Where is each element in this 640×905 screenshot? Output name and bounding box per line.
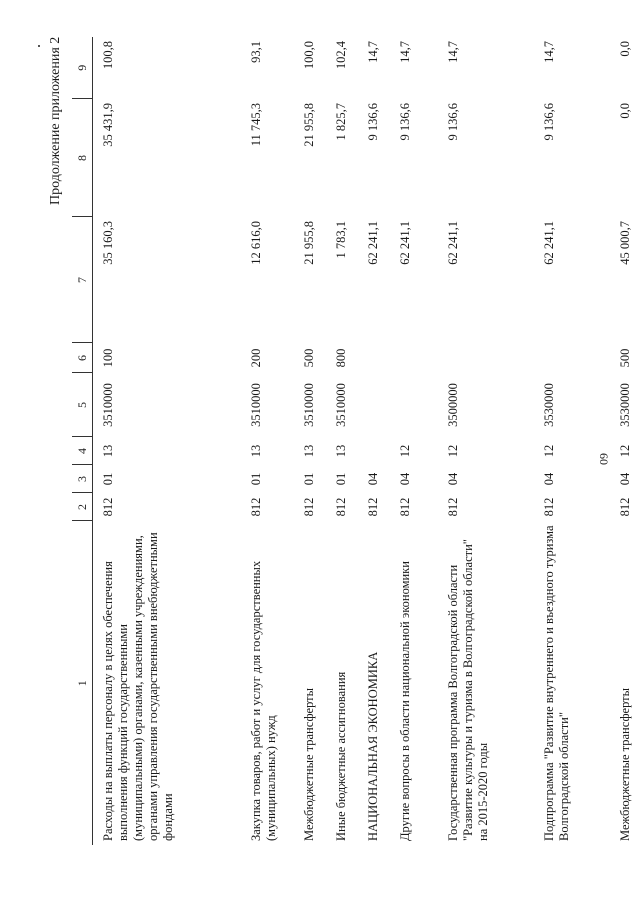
cell-percent: 14,7 — [541, 41, 556, 63]
cell-plan: 62 241,1 — [397, 221, 412, 265]
cell-section: 04 — [617, 472, 632, 486]
cell-expense-type: 100 — [101, 348, 115, 368]
col-header: 3 — [72, 465, 93, 493]
cell-target: 3500000 — [445, 383, 460, 427]
table-row — [534, 37, 610, 845]
cell-expense-type — [358, 343, 390, 373]
budget-table — [72, 37, 640, 845]
cell-subsection: 13 — [301, 444, 316, 458]
cell-admin: 812 — [541, 497, 556, 517]
cell-actual: 9 136,6 — [397, 103, 412, 141]
cell-actual: 11 745,3 — [248, 103, 263, 147]
header-row — [72, 37, 93, 845]
cell-actual: 35 431,9 — [101, 103, 115, 147]
cell-percent: 14,7 — [365, 41, 380, 63]
cell-subsection: 13 — [333, 444, 348, 458]
cell-subsection: 13 — [101, 444, 115, 458]
table-row — [326, 37, 358, 845]
cell-section: 01 — [333, 472, 348, 486]
cell-actual: 1 825,7 — [333, 103, 348, 141]
cell-plan: 62 241,1 — [365, 221, 380, 265]
cell-actual: 21 955,8 — [301, 103, 316, 147]
table-row — [358, 37, 390, 845]
cell-plan: 45 000,7 — [617, 221, 632, 265]
cell-percent: 93,1 — [248, 41, 263, 63]
row-name: Закупка товаров, работ и услуг для государственных (муниципальных) нужд — [248, 560, 278, 841]
row-name: Межбюджетные трансферты — [617, 687, 632, 841]
col-header: 6 — [72, 343, 93, 373]
cell-plan: 12 616,0 — [248, 221, 263, 265]
cell-target: 3510000 — [101, 383, 115, 427]
cell-section: 01 — [248, 472, 263, 486]
col-header: 5 — [72, 373, 93, 437]
cell-subsection: 12 — [541, 444, 556, 458]
cell-expense-type: 500 — [617, 348, 632, 368]
row-name: Межбюджетные трансферты — [301, 687, 316, 841]
row-name: Подпрограмма "Развитие внутреннего и въездного туризма Волгоградской области" — [541, 525, 571, 841]
cell-expense-type: 200 — [248, 348, 263, 368]
cell-plan: 35 160,3 — [101, 221, 115, 265]
cell-subsection: 12 — [445, 444, 460, 458]
cell-target — [390, 373, 438, 437]
col-header: 8 — [72, 99, 93, 217]
cell-section: 04 — [445, 472, 460, 486]
table-row — [610, 37, 640, 845]
page-number: 60 — [597, 453, 611, 465]
cell-admin: 812 — [301, 497, 316, 517]
cell-admin: 812 — [365, 497, 380, 517]
table-row — [241, 37, 294, 845]
cell-plan: 62 241,1 — [445, 221, 460, 265]
cell-section: 04 — [541, 472, 556, 486]
table-row — [390, 37, 438, 845]
cell-admin: 812 — [248, 497, 263, 517]
cell-subsection: 12 — [397, 444, 412, 458]
cell-target: 3510000 — [333, 383, 348, 427]
row-name: НАЦИОНАЛЬНАЯ ЭКОНОМИКА — [365, 651, 380, 841]
cell-plan: 1 783,1 — [333, 221, 348, 259]
cell-admin: 812 — [617, 497, 632, 517]
row-name: Иные бюджетные ассигнования — [333, 671, 348, 841]
cell-percent: 14,7 — [397, 41, 412, 63]
cell-target — [358, 373, 390, 437]
cell-actual: 9 136,6 — [365, 103, 380, 141]
cell-target: 3510000 — [301, 383, 316, 427]
table-row — [93, 37, 241, 845]
cell-percent: 100,0 — [301, 41, 316, 70]
row-name: Другие вопросы в области национальной экономики — [397, 561, 412, 841]
col-header: 9 — [72, 37, 93, 99]
cell-expense-type: 800 — [333, 348, 348, 368]
cell-admin: 812 — [101, 497, 115, 517]
cell-actual: 9 136,6 — [541, 103, 556, 141]
cell-section: 04 — [365, 472, 380, 486]
table-row — [438, 37, 534, 845]
cell-target: 3510000 — [248, 383, 263, 427]
scan-speck — [38, 45, 40, 47]
col-header: 4 — [72, 437, 93, 465]
cell-expense-type: 500 — [301, 348, 316, 368]
cell-section: 04 — [397, 472, 412, 486]
continuation-title: Продолжение приложения 2 — [48, 36, 63, 205]
cell-expense-type — [438, 343, 534, 373]
cell-section: 01 — [301, 472, 316, 486]
cell-subsection: 12 — [617, 444, 632, 458]
col-header: 1 — [72, 521, 93, 845]
cell-plan: 21 955,8 — [301, 221, 316, 265]
cell-actual: 9 136,6 — [445, 103, 460, 141]
cell-section: 01 — [101, 472, 115, 486]
cell-admin: 812 — [333, 497, 348, 517]
cell-target: 3530000 — [617, 383, 632, 427]
row-name: Государственная программа Волгоградской области "Развитие культуры и туризма в Волгоградской области" на 2015-2020 годы — [445, 539, 490, 841]
cell-percent: 0,0 — [617, 41, 632, 57]
row-name: Расходы на выплаты персоналу в целях обеспечения выполнения функций государственными (муниципальными) органами, казенными учреждениями, органами управления государственными внебюджетными фондами — [101, 532, 175, 841]
cell-target: 3530000 — [541, 383, 556, 427]
cell-plan: 62 241,1 — [541, 221, 556, 265]
cell-admin: 812 — [397, 497, 412, 517]
col-header: 7 — [72, 217, 93, 343]
table-row — [294, 37, 326, 845]
cell-admin: 812 — [445, 497, 460, 517]
cell-subsection: 13 — [248, 444, 263, 458]
cell-expense-type — [390, 343, 438, 373]
cell-percent: 14,7 — [445, 41, 460, 63]
cell-percent: 100,8 — [101, 41, 115, 70]
cell-actual: 0,0 — [617, 103, 632, 119]
cell-percent: 102,4 — [333, 41, 348, 70]
col-header: 2 — [72, 493, 93, 521]
cell-subsection — [358, 437, 390, 465]
cell-expense-type — [534, 343, 610, 373]
